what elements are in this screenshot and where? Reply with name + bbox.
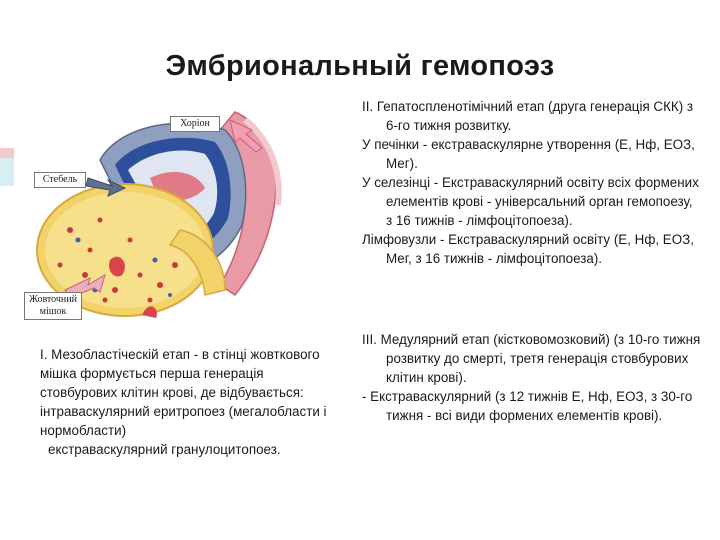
slide-title: Эмбриональный гемопоэз: [165, 50, 555, 82]
stage1-paragraph: І. Мезобластіческій етап - в стінці жовткового мішка формується перша генерація стовбурових клітин крові, де відбувається: інтраваскулярний еритропоез (мегалобласти і нормобласти): [40, 347, 327, 438]
stage2-spleen: У селезінці - Екстраваскулярний освіту всіх формених елементів крові - універсальний орган гемопоезу, з 16 тижнів - лімфоцітопоеза).: [362, 175, 699, 228]
embryo-illustration: [30, 100, 300, 322]
stage1-text: [40, 345, 330, 459]
left-accent-bar-blue: [0, 158, 14, 186]
stage3-text: [362, 330, 702, 425]
stage2-text: [362, 97, 702, 268]
stage1-extravascular: екстраваскулярний гранулоцитопоез.: [48, 442, 281, 457]
stage2-liver: У печінки - екстраваскулярне утворення (Е, Нф, ЕОЗ, Мег).: [362, 137, 695, 171]
stage3-extravascular: - Екстраваскулярний (з 12 тижнів Е, Нф, ЕОЗ, з 30-го тижня - всі види формених елементів крові).: [362, 389, 693, 423]
label-yolk-sac: Жовточний мішок: [24, 292, 82, 320]
label-stem: Стебель: [34, 172, 86, 188]
yolk-sac-diagram: [30, 100, 300, 322]
label-chorion: Хоріон: [170, 116, 220, 132]
stage3-heading: ІІІ. Медулярний етап (кістковомозковий) (з 10-го тижня розвитку до смерті, третя генерація стовбурових клітин крові).: [362, 332, 701, 385]
stage2-heading: ІІ. Гепатоспленотімічний етап (друга генерація СКК) з 6-го тижня розвитку.: [362, 99, 694, 133]
stage2-lymph: Лімфовузли - Екстраваскулярний освіту (Е, Нф, ЕОЗ, Мег, з 16 тижнів - лімфоцітопоеза).: [362, 232, 694, 266]
